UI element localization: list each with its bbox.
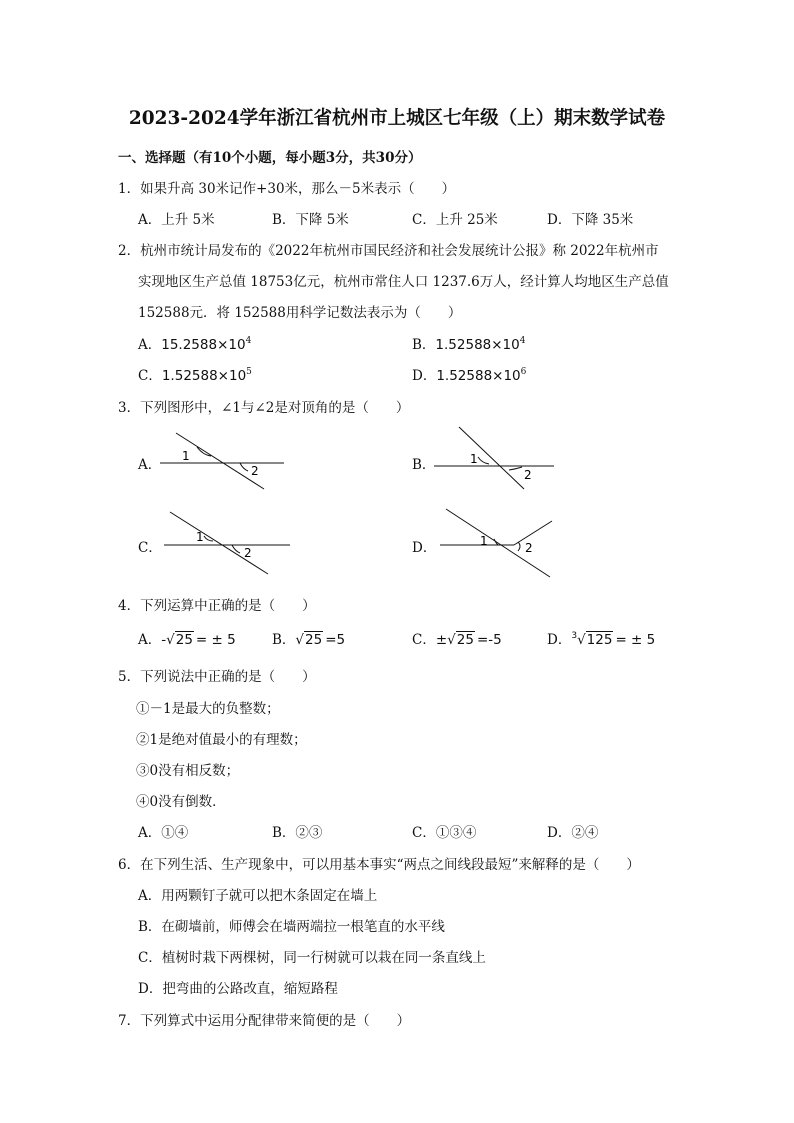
question-1-stem: 1．如果升高 30米记作+30米，那么－5米表示（ ）: [118, 181, 456, 197]
q4-option-b: B．√25 =5: [272, 632, 346, 648]
q5-statement-1: ①－1是最大的负整数；: [136, 701, 280, 717]
q2-option-c: C．$1.52588\times 10^5$: [138, 367, 252, 384]
angle-1-label: 1: [182, 449, 190, 463]
q4-option-c: C．±√25 =-5: [412, 632, 502, 648]
q6-option-a: A．用两颗钉子就可以把木条固定在墙上: [138, 888, 378, 904]
q5-option-b: B．②③: [272, 825, 323, 841]
sqrt-sign: √: [166, 632, 175, 648]
section-heading: 一、选择题（有10个小题，每小题3分，共30分）: [118, 150, 422, 166]
question-2-line-3: 152588元．将 152588用科学记数法表示为（ ）: [138, 305, 462, 321]
q6-option-c: C．植树时栽下两棵树，同一行树就可以栽在同一条直线上: [138, 950, 486, 966]
sqrt-sign: √: [295, 632, 305, 648]
question-6-stem: 6．在下列生活、生产现象中，可以用基本事实“两点之间线段最短”来解释的是（ ）: [118, 857, 640, 873]
q3-option-c-label: C．: [138, 540, 162, 556]
angle-2-label: 2: [251, 464, 259, 478]
q3-option-a-label: A．: [138, 457, 162, 473]
question-2-line-2: 实现地区生产总值 18753亿元，杭州市常住人口 1237.6万人，经计算人均地区生产总值: [138, 274, 669, 290]
q1-option-b: B．下降 5米: [272, 212, 349, 228]
q5-option-a: A．①④: [138, 825, 189, 841]
page-title: 2023-2024学年浙江省杭州市上城区七年级（上）期末数学试卷: [128, 108, 666, 129]
q5-statement-4: ④0没有倒数．: [136, 794, 226, 810]
q5-option-d: D．②④: [547, 825, 599, 841]
q6-option-b: B．在砌墙前，师傅会在墙两端拉一根笔直的水平线: [138, 919, 445, 935]
question-4-stem: 4．下列运算中正确的是（ ）: [118, 598, 316, 614]
q5-option-c: C．①③④: [412, 825, 477, 841]
q3-figure-d: [434, 505, 574, 581]
q3-figure-b: [434, 425, 574, 495]
q5-statement-3: ③0没有相反数；: [136, 763, 240, 779]
question-2-line-1: 2．杭州市统计局发布的《2022年杭州市国民经济和社会发展统计公报》称 2022年杭州市: [118, 243, 659, 259]
angle-1-label: 1: [196, 530, 204, 544]
q3-figure-c: [160, 508, 300, 578]
q6-option-d: D．把弯曲的公路改直，缩短路程: [138, 981, 338, 997]
angle-2-label: 2: [244, 546, 252, 560]
q2-option-b: B．$1.52588\times 10^4$: [412, 336, 526, 353]
q1-option-d: D．下降 35米: [547, 212, 634, 228]
q2-option-d: D．$1.52588\times 10^6$: [412, 367, 527, 384]
angle-1-label: 1: [480, 534, 488, 548]
q1-option-c: C．上升 25米: [412, 212, 498, 228]
angle-2-label: 2: [525, 541, 533, 555]
q3-figure-a: [160, 425, 300, 495]
question-3-stem: 3．下列图形中，∠1与∠2是对顶角的是（ ）: [118, 400, 410, 416]
q3-option-b-label: B．: [412, 457, 436, 473]
q3-option-d-label: D．: [412, 540, 437, 556]
q4-option-d: D．$^3$√125 = ± 5: [547, 631, 656, 648]
q5-statement-2: ②1是绝对值最小的有理数；: [136, 732, 307, 748]
sqrt-sign: √: [447, 632, 456, 648]
question-7-stem: 7．下列算式中运用分配律带来简便的是（ ）: [118, 1013, 411, 1029]
q2-option-a: A．$15.2588\times 10^4$: [138, 336, 252, 353]
q4-option-a: A．-√25 = ± 5: [138, 632, 236, 648]
q1-option-a: A．上升 5米: [138, 212, 215, 228]
question-5-stem: 5．下列说法中正确的是（ ）: [118, 669, 316, 685]
angle-1-label: 1: [470, 452, 478, 466]
angle-2-label: 2: [524, 468, 532, 482]
cube-root-sign: √: [577, 632, 586, 648]
